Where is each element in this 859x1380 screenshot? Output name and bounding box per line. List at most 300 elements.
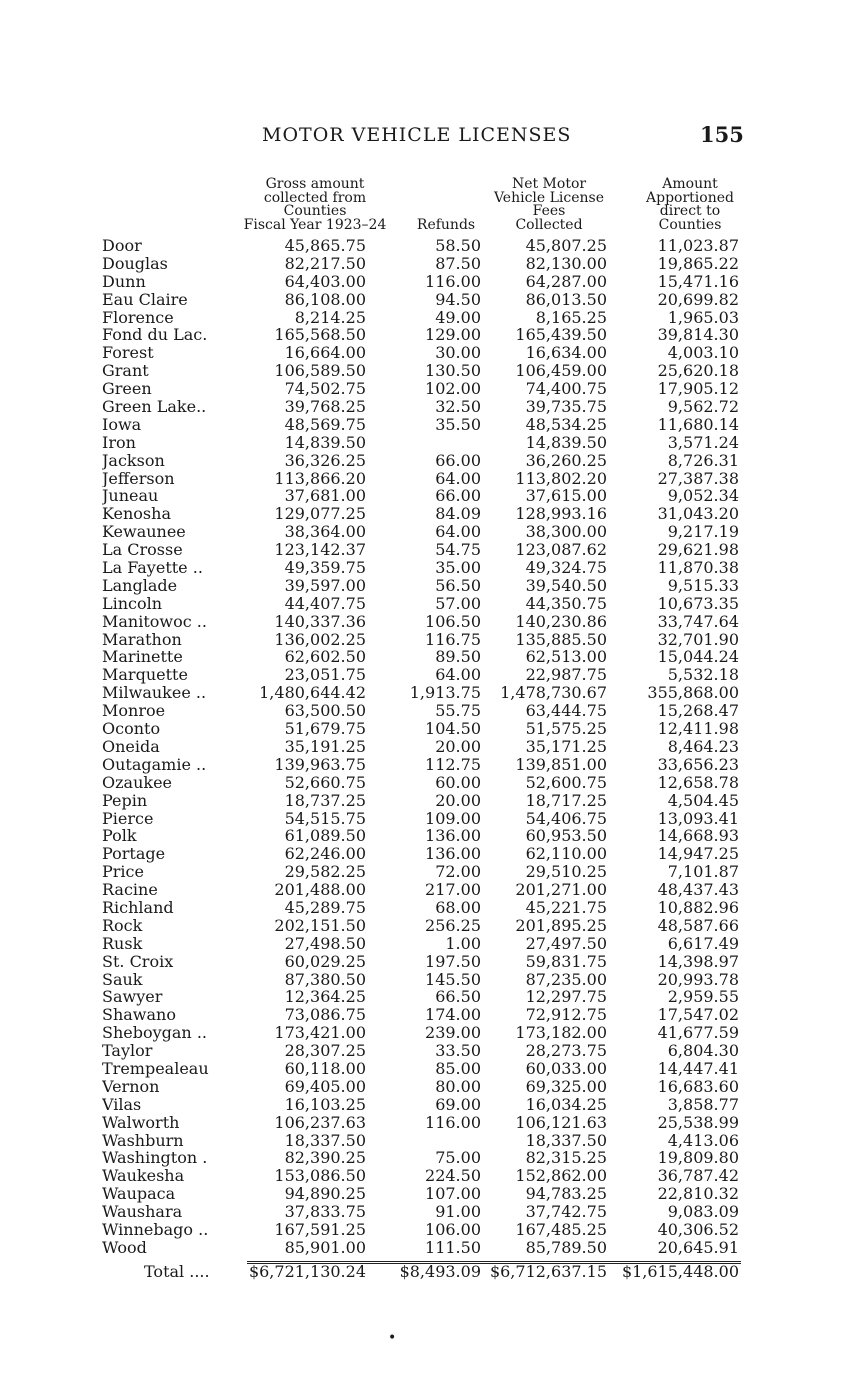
gross-amount: 45,865.75 bbox=[284, 236, 366, 255]
apportioned-amount: 25,538.99 bbox=[657, 1112, 739, 1132]
net-fees: 201,271.00 bbox=[515, 880, 607, 900]
net-fees: 74,400.75 bbox=[525, 379, 607, 399]
table-row bbox=[0, 666, 859, 684]
apportioned-amount: 31,043.20 bbox=[657, 504, 739, 524]
table-row bbox=[0, 559, 859, 577]
table-row bbox=[0, 756, 859, 774]
refunds-amount: 64.00 bbox=[435, 522, 481, 542]
net-fees: 52,600.75 bbox=[525, 772, 607, 792]
column-header-net-line: Net Motor bbox=[511, 176, 587, 192]
gross-amount: 123,142.37 bbox=[274, 540, 366, 560]
refunds-amount: 60.00 bbox=[435, 772, 481, 792]
net-fees: 28,273.75 bbox=[525, 1041, 607, 1061]
county-name: Outagamie .. bbox=[102, 755, 207, 774]
refunds-amount: 58.50 bbox=[435, 236, 481, 255]
apportioned-amount: 32,701.90 bbox=[657, 629, 739, 649]
refunds-amount: 68.00 bbox=[435, 897, 481, 917]
gross-amount: 82,390.25 bbox=[284, 1148, 366, 1168]
refunds-amount: 107.00 bbox=[425, 1184, 481, 1204]
apportioned-amount: 41,677.59 bbox=[657, 1023, 739, 1043]
apportioned-amount: 33,656.23 bbox=[657, 754, 739, 774]
net-fees: 123,087.62 bbox=[515, 540, 607, 560]
apportioned-amount: 10,882.96 bbox=[657, 897, 739, 917]
net-fees: 16,634.00 bbox=[525, 343, 607, 363]
refunds-amount: 87.50 bbox=[435, 253, 481, 273]
table-row bbox=[0, 881, 859, 899]
apportioned-amount: 12,411.98 bbox=[657, 719, 739, 739]
refunds-amount: 89.50 bbox=[435, 647, 481, 667]
table-row bbox=[0, 452, 859, 470]
county-name: Rock bbox=[102, 916, 143, 935]
table-row bbox=[0, 935, 859, 953]
refunds-amount: 116.00 bbox=[425, 271, 481, 291]
county-name: Grant bbox=[102, 362, 149, 381]
refunds-amount: 112.75 bbox=[425, 754, 481, 774]
county-name: Richland bbox=[102, 898, 174, 917]
net-fees: 165,439.50 bbox=[515, 325, 607, 345]
county-name: Jackson bbox=[102, 451, 165, 470]
apportioned-amount: 10,673.35 bbox=[657, 593, 739, 613]
refunds-amount: 116.00 bbox=[425, 1112, 481, 1132]
gross-amount: 52,660.75 bbox=[284, 772, 366, 792]
refunds-amount: 20.00 bbox=[435, 790, 481, 810]
table-row bbox=[0, 434, 859, 452]
county-name: Oneida bbox=[102, 737, 160, 756]
table-row bbox=[0, 344, 859, 362]
refunds-amount: 85.00 bbox=[435, 1058, 481, 1078]
apportioned-amount: 11,680.14 bbox=[657, 414, 739, 434]
net-fees: 87,235.00 bbox=[525, 969, 607, 989]
column-header-amount bbox=[622, 178, 758, 232]
county-name: Manitowoc .. bbox=[102, 612, 207, 631]
gross-amount: 94,890.25 bbox=[284, 1184, 366, 1204]
table-row bbox=[0, 398, 859, 416]
county-name: La Crosse bbox=[102, 541, 183, 560]
apportioned-amount: 6,617.49 bbox=[667, 933, 739, 953]
county-name: Marquette bbox=[102, 666, 188, 685]
apportioned-amount: 8,464.23 bbox=[667, 736, 739, 756]
county-name: Taylor bbox=[102, 1042, 153, 1060]
table-row bbox=[0, 380, 859, 398]
apportioned-amount: 14,947.25 bbox=[657, 844, 739, 864]
table-row bbox=[0, 1078, 859, 1096]
refunds-amount: 69.00 bbox=[435, 1094, 481, 1114]
table-row bbox=[0, 631, 859, 649]
net-fees: 167,485.25 bbox=[515, 1219, 607, 1239]
apportioned-amount: 7,101.87 bbox=[667, 862, 739, 882]
net-fees: 128,993.16 bbox=[515, 504, 607, 524]
gross-amount: 16,103.25 bbox=[284, 1094, 366, 1114]
refunds-amount: 56.50 bbox=[435, 575, 481, 595]
gross-amount: 45,289.75 bbox=[284, 897, 366, 917]
net-fees: 18,337.50 bbox=[525, 1130, 607, 1150]
table-row bbox=[0, 255, 859, 273]
refunds-amount: 111.50 bbox=[425, 1237, 481, 1257]
refunds-amount: 136.00 bbox=[425, 826, 481, 846]
apportioned-amount: 13,093.41 bbox=[657, 808, 739, 828]
gross-amount: 12,364.25 bbox=[284, 987, 366, 1007]
apportioned-amount: 6,804.30 bbox=[667, 1041, 739, 1061]
gross-amount: 106,237.63 bbox=[274, 1112, 366, 1132]
refunds-amount: 94.50 bbox=[435, 289, 481, 309]
refunds-amount: 106.00 bbox=[425, 1219, 481, 1239]
table-row bbox=[0, 1006, 859, 1024]
gross-amount: 64,403.00 bbox=[284, 271, 366, 291]
net-fees: 59,831.75 bbox=[525, 951, 607, 971]
gross-amount: 82,217.50 bbox=[284, 253, 366, 273]
table-row bbox=[0, 827, 859, 845]
table-row bbox=[0, 505, 859, 523]
table-row bbox=[0, 362, 859, 380]
gross-amount: 62,246.00 bbox=[284, 844, 366, 864]
refunds-amount: 32.50 bbox=[435, 397, 481, 417]
total-label: Total .... bbox=[144, 1262, 210, 1281]
column-header-amount-line: Counties bbox=[658, 216, 722, 233]
table-row bbox=[0, 1149, 859, 1167]
net-fees: 12,297.75 bbox=[525, 987, 607, 1007]
table-row bbox=[0, 648, 859, 666]
net-fees: 60,033.00 bbox=[525, 1058, 607, 1078]
apportioned-amount: 15,268.47 bbox=[657, 701, 739, 721]
gross-amount: 201,488.00 bbox=[274, 880, 366, 900]
net-fees: 62,513.00 bbox=[525, 647, 607, 667]
county-name: Pierce bbox=[102, 809, 154, 828]
table-row bbox=[0, 523, 859, 541]
gross-amount: 37,833.75 bbox=[284, 1202, 366, 1222]
table-row bbox=[0, 917, 859, 935]
county-name: Waushara bbox=[102, 1203, 183, 1221]
apportioned-amount: 20,993.78 bbox=[657, 969, 739, 989]
gross-amount: 37,681.00 bbox=[284, 486, 366, 506]
gross-amount: 60,118.00 bbox=[284, 1058, 366, 1078]
table-row bbox=[0, 1203, 859, 1221]
apportioned-amount: 48,587.66 bbox=[657, 915, 739, 935]
apportioned-amount: 9,083.09 bbox=[667, 1202, 739, 1222]
table-row bbox=[0, 1132, 859, 1150]
county-name: Winnebago .. bbox=[102, 1220, 209, 1239]
gross-amount: 153,086.50 bbox=[274, 1166, 366, 1186]
gross-amount: 61,089.50 bbox=[284, 826, 366, 846]
net-fees: 106,121.63 bbox=[515, 1112, 607, 1132]
net-fees: 85,789.50 bbox=[525, 1237, 607, 1257]
net-fees: 94,783.25 bbox=[525, 1184, 607, 1204]
net-fees: 48,534.25 bbox=[525, 414, 607, 434]
table-row bbox=[0, 988, 859, 1006]
net-fees: 140,230.86 bbox=[515, 611, 607, 631]
net-fees: 51,575.25 bbox=[525, 719, 607, 739]
refunds-amount: 1,913.75 bbox=[409, 683, 481, 703]
total-net: $6,712,637.15 bbox=[489, 1262, 607, 1281]
refunds-amount: 64.00 bbox=[435, 468, 481, 488]
table-row bbox=[0, 702, 859, 720]
gross-amount: 28,307.25 bbox=[284, 1041, 366, 1061]
refunds-amount: 102.00 bbox=[425, 379, 481, 399]
refunds-amount: 64.00 bbox=[435, 665, 481, 685]
county-name: Fond du Lac. bbox=[102, 326, 208, 345]
apportioned-amount: 48,437.43 bbox=[657, 880, 739, 900]
net-fees: 106,459.00 bbox=[515, 361, 607, 381]
county-name: Rusk bbox=[102, 934, 143, 953]
refunds-amount: 66.50 bbox=[435, 987, 481, 1007]
apportioned-amount: 1,965.03 bbox=[667, 307, 739, 327]
table-row bbox=[0, 487, 859, 505]
column-header-net bbox=[483, 178, 615, 232]
county-name: La Fayette .. bbox=[102, 559, 203, 577]
county-name: Marathon bbox=[102, 630, 182, 649]
gross-amount: 18,337.50 bbox=[284, 1130, 366, 1150]
table-row bbox=[0, 470, 859, 488]
county-name: Sawyer bbox=[102, 988, 163, 1007]
refunds-amount: 20.00 bbox=[435, 736, 481, 756]
apportioned-amount: 9,052.34 bbox=[667, 486, 739, 506]
gross-amount: 38,364.00 bbox=[284, 522, 366, 542]
table-row bbox=[0, 1167, 859, 1185]
gross-amount: 36,326.25 bbox=[284, 450, 366, 470]
gross-amount: 139,963.75 bbox=[274, 754, 366, 774]
gross-amount: 35,191.25 bbox=[284, 736, 366, 756]
net-fees: 49,324.75 bbox=[525, 558, 607, 578]
column-header-amount-line: Amount bbox=[662, 176, 718, 192]
column-header-gross bbox=[230, 178, 400, 232]
county-name: Vernon bbox=[102, 1077, 160, 1096]
apportioned-amount: 40,306.52 bbox=[657, 1219, 739, 1239]
county-name: Juneau bbox=[102, 487, 159, 506]
refunds-amount: 57.00 bbox=[435, 593, 481, 613]
table-row bbox=[0, 1060, 859, 1078]
net-fees: 37,742.75 bbox=[525, 1202, 607, 1222]
net-fees: 82,130.00 bbox=[525, 253, 607, 273]
apportioned-amount: 9,217.19 bbox=[667, 522, 739, 542]
gross-amount: 1,480,644.42 bbox=[259, 683, 366, 703]
gross-amount: 167,591.25 bbox=[274, 1219, 366, 1239]
table-row bbox=[0, 738, 859, 756]
net-fees: 69,325.00 bbox=[525, 1076, 607, 1096]
net-fees: 1,478,730.67 bbox=[500, 683, 607, 703]
gross-amount: 173,421.00 bbox=[274, 1023, 366, 1043]
county-name: Wood bbox=[102, 1238, 147, 1257]
apportioned-amount: 29,621.98 bbox=[657, 540, 739, 560]
table-row bbox=[0, 810, 859, 828]
table-row bbox=[0, 792, 859, 810]
total-refunds: $8,493.09 bbox=[399, 1262, 481, 1281]
county-name: Washburn bbox=[102, 1131, 184, 1150]
refunds-amount: 104.50 bbox=[425, 719, 481, 739]
table-row bbox=[0, 595, 859, 613]
table-row bbox=[0, 1114, 859, 1132]
county-name: Iowa bbox=[102, 415, 142, 434]
gross-amount: 202,151.50 bbox=[274, 915, 366, 935]
net-fees: 113,802.20 bbox=[515, 468, 607, 488]
apportioned-amount: 16,683.60 bbox=[657, 1076, 739, 1096]
refunds-amount: 1.00 bbox=[445, 933, 481, 953]
net-fees: 60,953.50 bbox=[525, 826, 607, 846]
column-header-refunds bbox=[405, 219, 487, 233]
net-fees: 45,807.25 bbox=[525, 236, 607, 255]
column-header-net-line: Collected bbox=[515, 216, 583, 233]
county-name: St. Croix bbox=[102, 952, 174, 971]
apportioned-amount: 4,003.10 bbox=[667, 343, 739, 363]
page-number: 155 bbox=[700, 122, 744, 147]
apportioned-amount: 15,044.24 bbox=[657, 647, 739, 667]
table-row bbox=[0, 971, 859, 989]
net-fees: 64,287.00 bbox=[525, 271, 607, 291]
county-name: Ozaukee bbox=[102, 773, 173, 792]
apportioned-amount: 9,515.33 bbox=[667, 575, 739, 595]
apportioned-amount: 33,747.64 bbox=[657, 611, 739, 631]
refunds-amount: 35.50 bbox=[435, 414, 481, 434]
running-head-title: MOTOR VEHICLE LICENSES bbox=[262, 124, 572, 146]
county-name: Milwaukee .. bbox=[102, 684, 207, 703]
table-row bbox=[0, 1221, 859, 1239]
net-fees: 22,987.75 bbox=[525, 665, 607, 685]
refunds-amount: 30.00 bbox=[435, 343, 481, 363]
gross-amount: 29,582.25 bbox=[284, 862, 366, 882]
county-name: Oconto bbox=[102, 720, 161, 738]
table-row bbox=[0, 1096, 859, 1114]
apportioned-amount: 20,645.91 bbox=[657, 1237, 739, 1257]
county-name: Racine bbox=[102, 881, 158, 899]
refunds-amount: 66.00 bbox=[435, 486, 481, 506]
gross-amount: 63,500.50 bbox=[284, 701, 366, 721]
table-row bbox=[0, 1185, 859, 1203]
refunds-amount: 106.50 bbox=[425, 611, 481, 631]
refunds-amount: 72.00 bbox=[435, 862, 481, 882]
table-row bbox=[0, 291, 859, 309]
gross-amount: 60,029.25 bbox=[284, 951, 366, 971]
county-name: Iron bbox=[102, 433, 136, 452]
table-row bbox=[0, 1239, 859, 1257]
table-row bbox=[0, 541, 859, 559]
refunds-amount: 217.00 bbox=[425, 880, 481, 900]
county-name: Eau Claire bbox=[102, 290, 188, 309]
refunds-amount: 66.00 bbox=[435, 450, 481, 470]
column-header-gross-line: Counties bbox=[283, 203, 347, 219]
total-row bbox=[0, 1263, 859, 1281]
gross-amount: 62,602.50 bbox=[284, 647, 366, 667]
net-fees: 37,615.00 bbox=[525, 486, 607, 506]
refunds-amount: 80.00 bbox=[435, 1076, 481, 1096]
net-fees: 45,221.75 bbox=[525, 897, 607, 917]
county-name: Price bbox=[102, 863, 144, 882]
apportioned-amount: 25,620.18 bbox=[657, 361, 739, 381]
refunds-amount: 33.50 bbox=[435, 1041, 481, 1061]
table-row bbox=[0, 684, 859, 702]
county-name: Green bbox=[102, 380, 152, 399]
column-header-amount-line: direct to bbox=[659, 203, 721, 219]
county-name: Kenosha bbox=[102, 505, 171, 524]
table-row bbox=[0, 273, 859, 291]
gross-amount: 165,568.50 bbox=[274, 325, 366, 345]
column-header-net-line: Fees bbox=[532, 203, 566, 219]
gross-amount: 23,051.75 bbox=[284, 665, 366, 685]
license-table bbox=[0, 237, 859, 1257]
refunds-amount: 239.00 bbox=[425, 1023, 481, 1043]
county-name: Sheboygan .. bbox=[102, 1024, 207, 1043]
net-fees: 8,165.25 bbox=[535, 307, 607, 327]
refunds-amount: 109.00 bbox=[425, 808, 481, 828]
refunds-amount: 197.50 bbox=[425, 951, 481, 971]
gross-amount: 113,866.20 bbox=[274, 468, 366, 488]
refunds-amount: 54.75 bbox=[435, 540, 481, 560]
refunds-amount: 130.50 bbox=[425, 361, 481, 381]
column-header-gross-line: Fiscal Year 1923–24 bbox=[243, 216, 387, 233]
gross-amount: 51,679.75 bbox=[284, 719, 366, 739]
refunds-amount: 75.00 bbox=[435, 1148, 481, 1168]
footer-mark: • bbox=[388, 1330, 397, 1346]
apportioned-amount: 14,668.93 bbox=[657, 826, 739, 846]
gross-amount: 129,077.25 bbox=[274, 504, 366, 524]
net-fees: 39,735.75 bbox=[525, 397, 607, 417]
county-name: Green Lake.. bbox=[102, 398, 207, 416]
refunds-amount: 84.09 bbox=[435, 504, 481, 524]
table-row bbox=[0, 416, 859, 434]
table-row bbox=[0, 774, 859, 792]
gross-amount: 18,737.25 bbox=[284, 790, 366, 810]
apportioned-amount: 8,726.31 bbox=[667, 450, 739, 470]
gross-amount: 27,498.50 bbox=[284, 933, 366, 953]
table-row bbox=[0, 845, 859, 863]
apportioned-amount: 12,658.78 bbox=[657, 772, 739, 792]
county-name: Sauk bbox=[102, 970, 143, 989]
apportioned-amount: 27,387.38 bbox=[657, 468, 739, 488]
net-fees: 36,260.25 bbox=[525, 450, 607, 470]
table-row bbox=[0, 953, 859, 971]
refunds-amount: 129.00 bbox=[425, 325, 481, 345]
refunds-amount: 116.75 bbox=[425, 629, 481, 649]
apportioned-amount: 11,023.87 bbox=[657, 236, 739, 255]
apportioned-amount: 14,447.41 bbox=[657, 1058, 739, 1078]
column-header-amount-line: Apportioned bbox=[646, 189, 734, 206]
gross-amount: 39,597.00 bbox=[284, 575, 366, 595]
apportioned-amount: 19,809.80 bbox=[657, 1148, 739, 1168]
gross-amount: 140,337.36 bbox=[274, 611, 366, 631]
gross-amount: 87,380.50 bbox=[284, 969, 366, 989]
table-row bbox=[0, 237, 859, 255]
apportioned-amount: 15,471.16 bbox=[657, 271, 739, 291]
gross-amount: 73,086.75 bbox=[284, 1005, 366, 1025]
apportioned-amount: 3,571.24 bbox=[667, 432, 739, 452]
total-gross: $6,721,130.24 bbox=[248, 1262, 366, 1281]
net-fees: 18,717.25 bbox=[525, 790, 607, 810]
county-name: Pepin bbox=[102, 791, 148, 810]
table-row bbox=[0, 899, 859, 917]
net-fees: 72,912.75 bbox=[525, 1005, 607, 1025]
apportioned-amount: 5,532.18 bbox=[667, 665, 739, 685]
refunds-amount: 55.75 bbox=[435, 701, 481, 721]
county-name: Douglas bbox=[102, 254, 168, 273]
gross-amount: 85,901.00 bbox=[284, 1237, 366, 1257]
refunds-amount: 145.50 bbox=[425, 969, 481, 989]
county-name: Florence bbox=[102, 308, 174, 327]
net-fees: 139,851.00 bbox=[515, 754, 607, 774]
county-name: Monroe bbox=[102, 702, 166, 721]
county-name: Dunn bbox=[102, 272, 146, 291]
net-fees: 173,182.00 bbox=[515, 1023, 607, 1043]
net-fees: 63,444.75 bbox=[525, 701, 607, 721]
net-fees: 86,013.50 bbox=[525, 289, 607, 309]
net-fees: 152,862.00 bbox=[515, 1166, 607, 1186]
apportioned-amount: 355,868.00 bbox=[647, 683, 739, 703]
county-name: Vilas bbox=[102, 1095, 142, 1114]
gross-amount: 74,502.75 bbox=[284, 379, 366, 399]
county-name: Walworth bbox=[102, 1113, 180, 1132]
gross-amount: 106,589.50 bbox=[274, 361, 366, 381]
table-row bbox=[0, 309, 859, 327]
apportioned-amount: 17,905.12 bbox=[657, 379, 739, 399]
net-fees: 54,406.75 bbox=[525, 808, 607, 828]
gross-amount: 8,214.25 bbox=[294, 307, 366, 327]
column-header-net-line: Vehicle License bbox=[493, 189, 605, 206]
